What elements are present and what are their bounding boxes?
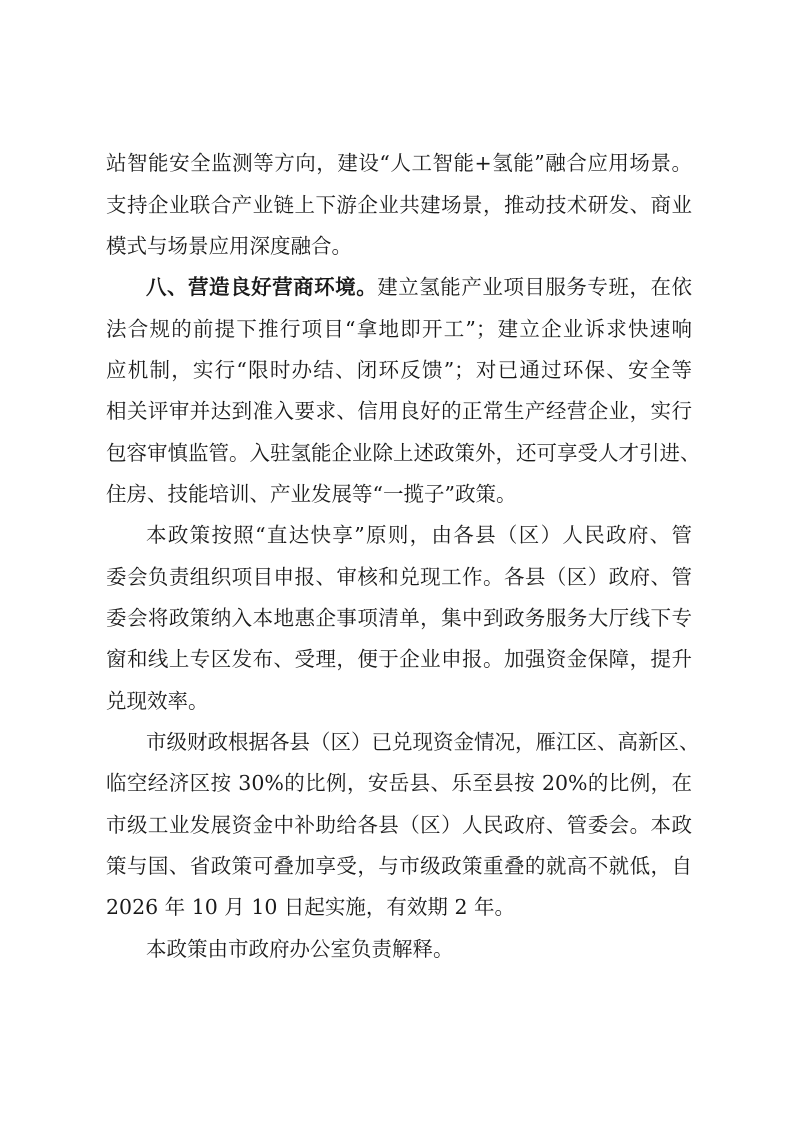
paragraph-line: 包容审慎监管。入驻氢能企业除上述政策外，还可享受人才引进、 (106, 441, 701, 465)
paragraph-line: 应机制，实行“限时办结、闭环反馈”；对已通过环保、安全等 (106, 358, 692, 382)
paragraph-line: 2026 年 10 月 10 日起实施，有效期 2 年。 (106, 895, 515, 919)
paragraph-line: 本政策由市政府办公室负责解释。 (146, 937, 454, 961)
paragraph-line: 窗和线上专区发布、受理，便于企业申报。加强资金保障，提升 (106, 647, 692, 671)
paragraph-line: 相关评审并达到准入要求、信用良好的正常生产经营企业，实行 (106, 399, 692, 423)
paragraph-line: 支持企业联合产业链上下游企业共建场景，推动技术研发、商业 (106, 193, 692, 217)
paragraph-line: 兑现效率。 (106, 689, 209, 713)
paragraph-line: 市级工业发展资金中补助给各县（区）人民政府、管委会。本政 (106, 813, 692, 837)
paragraph-line: 市级财政根据各县（区）已兑现资金情况，雁江区、高新区、 (146, 730, 700, 754)
paragraph-line: 策与国、省政策可叠加享受，与市级政策重叠的就高不就低，自 (106, 854, 692, 878)
paragraph-line: 站智能安全监测等方向，建设“人工智能+氢能”融合应用场景。 (106, 151, 692, 175)
paragraph-line: 本政策按照“直达快享”原则，由各县（区）人民政府、管 (146, 523, 692, 547)
paragraph-line: 住房、技能培训、产业发展等“一揽子”政策。 (106, 482, 517, 506)
section-eight-line (146, 272, 692, 302)
paragraph-line: 委会负责组织项目申报、审核和兑现工作。各县（区）政府、管 (106, 565, 692, 589)
paragraph-line: 法合规的前提下推行项目“拿地即开工”；建立企业诉求快速响 (106, 317, 692, 341)
section-text: 建立氢能产业项目服务专班，在依 (377, 275, 693, 299)
section-heading: 八、营造良好营商环境。 (146, 275, 378, 299)
paragraph-line: 临空经济区按 30%的比例，安岳县、乐至县按 20%的比例，在 (106, 771, 692, 795)
paragraph-line: 委会将政策纳入本地惠企事项清单，集中到政务服务大厅线下专 (106, 606, 692, 630)
paragraph-line: 模式与场景应用深度融合。 (106, 234, 352, 258)
